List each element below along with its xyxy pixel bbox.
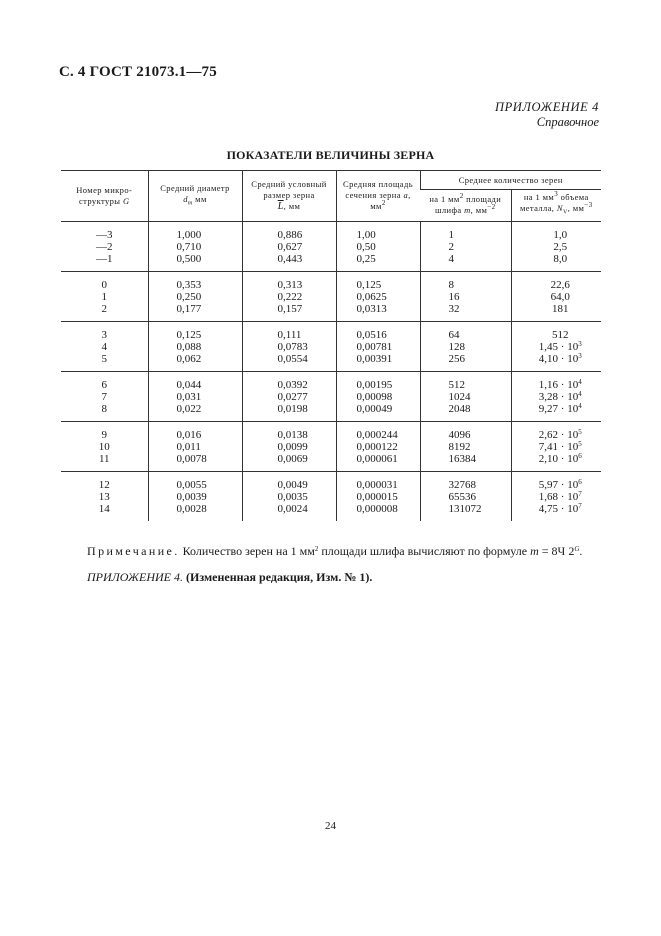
appendix-label: [495, 100, 599, 130]
cell-value: 0,0516: [356, 328, 387, 341]
header-per-mm3: на 1 $мм^3$ объема металла, $N_V$, $мм^{-3}$: [511, 190, 601, 222]
cell-value: 0,000061: [356, 452, 398, 465]
cell-value: 8,0: [553, 252, 568, 265]
cell-value: 0,0069: [277, 452, 308, 465]
page-number: 24: [325, 820, 336, 832]
cell-value: 0,250: [176, 290, 202, 303]
cell-value: 65536: [448, 490, 476, 503]
cell-value: 0,125: [176, 328, 202, 341]
cell-value: —3: [96, 228, 113, 241]
cell-conditional-size: [242, 471, 336, 521]
cell-structure-number: [61, 471, 148, 521]
cell-value: 2: [448, 240, 454, 253]
cell-value: $4,10 \cdot 10^3$: [538, 351, 582, 365]
cell-value: $9,27 \cdot 10^4$: [538, 401, 582, 415]
cell-value: 0,50: [356, 240, 376, 253]
cell-value: 0,0783: [277, 340, 308, 353]
cell-value: $1,16 \cdot 10^4$: [538, 377, 582, 391]
cell-value: 32: [448, 302, 460, 315]
cell-value: 0,00391: [356, 352, 393, 365]
cell-value: $1,45 \cdot 10^3$: [538, 339, 582, 353]
cell-value: 8: [101, 402, 107, 415]
appendix-title: ПРИЛОЖЕНИЕ 4: [494, 100, 599, 114]
header-mean-diameter: Средний диаметр $d_m$ мм: [148, 171, 242, 222]
cell-value: 0,000122: [356, 440, 398, 453]
cell-value: $3,28 \cdot 10^4$: [538, 389, 582, 403]
cell-value: 0,000008: [356, 502, 398, 515]
cell-count-per-mm2: [420, 371, 511, 421]
cell-value: 0,222: [277, 290, 303, 303]
cell-value: 8: [448, 278, 454, 291]
grain-size-table: [61, 170, 601, 521]
cell-value: 2,5: [553, 240, 568, 253]
cell-structure-number: [61, 421, 148, 471]
cell-value: 0,0313: [356, 302, 387, 315]
cell-value: 0,0078: [176, 452, 207, 465]
cell-value: 0,111: [277, 328, 302, 341]
cell-value: 0,000244: [356, 428, 398, 441]
cell-value: 0,044: [176, 378, 202, 391]
table-row: [61, 471, 601, 521]
cell-value: 128: [448, 340, 465, 353]
cell-value: 13: [98, 490, 110, 503]
cell-conditional-size: [242, 221, 336, 271]
cell-count-per-mm2: [420, 221, 511, 271]
cell-value: 22,6: [550, 278, 570, 291]
cell-value: 0,353: [176, 278, 202, 291]
cell-value: 2: [101, 302, 107, 315]
cell-value: 0,0625: [356, 290, 387, 303]
cell-value: 0,0024: [277, 502, 308, 515]
cell-conditional-size: [242, 271, 336, 321]
table-row: [61, 221, 601, 271]
cell-value: 512: [448, 378, 465, 391]
cell-value: 0,443: [277, 252, 303, 265]
cell-value: 0,062: [176, 352, 202, 365]
cell-value: 0,125: [356, 278, 382, 291]
cell-mean-area: [336, 471, 420, 521]
cell-value: 5: [101, 352, 107, 365]
header-mean-area: Средняя площадь сечения зерна a, $мм^2$: [336, 171, 420, 222]
cell-count-per-mm2: [420, 471, 511, 521]
table-title: ПОКАЗАТЕЛИ ВЕЛИЧИНЫ ЗЕРНА: [226, 148, 435, 162]
cell-mean-diameter: [148, 321, 242, 371]
cell-mean-diameter: [148, 421, 242, 471]
cell-value: —1: [96, 252, 113, 265]
cell-value: 0,710: [176, 240, 202, 253]
cell-value: 1: [448, 228, 454, 241]
cell-value: 12: [98, 478, 110, 491]
cell-value: 0,0039: [176, 490, 207, 503]
cell-value: 0,500: [176, 252, 202, 265]
cell-conditional-size: [242, 321, 336, 371]
cell-value: 16384: [448, 452, 476, 465]
cell-value: 0,0055: [176, 478, 207, 491]
cell-value: 0,177: [176, 302, 202, 315]
cell-value: 7: [101, 390, 107, 403]
cell-conditional-size: [242, 371, 336, 421]
table-row: [61, 321, 601, 371]
cell-mean-diameter: [148, 271, 242, 321]
cell-value: 0,0198: [277, 402, 308, 415]
cell-value: 1,0: [553, 228, 568, 241]
cell-count-per-mm3: [511, 271, 601, 321]
cell-value: 8192: [448, 440, 471, 453]
cell-value: 0,000015: [356, 490, 398, 503]
cell-value: 0,011: [176, 440, 201, 453]
cell-value: 1,00: [356, 228, 376, 241]
table-row: [61, 421, 601, 471]
cell-mean-diameter: [148, 221, 242, 271]
cell-value: 0,0554: [277, 352, 308, 365]
header-mean-grain-count: Среднее количество зерен: [420, 171, 601, 190]
cell-value: 0,0099: [277, 440, 308, 453]
cell-count-per-mm3: [511, 471, 601, 521]
cell-value: 131072: [448, 502, 482, 515]
cell-value: 181: [552, 302, 569, 315]
cell-value: 0,0138: [277, 428, 308, 441]
cell-value: 0,088: [176, 340, 202, 353]
cell-value: 11: [98, 452, 110, 465]
cell-structure-number: [61, 221, 148, 271]
cell-value: 9: [101, 428, 107, 441]
cell-count-per-mm3: [511, 221, 601, 271]
cell-mean-area: [336, 271, 420, 321]
cell-mean-diameter: [148, 371, 242, 421]
cell-mean-area: [336, 371, 420, 421]
cell-value: 3: [101, 328, 107, 341]
cell-value: 0,627: [277, 240, 303, 253]
cell-value: 1,000: [176, 228, 202, 241]
cell-value: 6: [101, 378, 107, 391]
cell-count-per-mm3: [511, 371, 601, 421]
cell-count-per-mm2: [420, 271, 511, 321]
cell-value: 0,0028: [176, 502, 207, 515]
cell-value: 4: [101, 340, 107, 353]
table-row: [61, 371, 601, 421]
cell-value: 1024: [448, 390, 471, 403]
cell-value: 4096: [448, 428, 471, 441]
cell-value: $5,97 \cdot 10^6$: [538, 477, 582, 491]
cell-value: 1: [101, 290, 107, 303]
cell-value: 0: [101, 278, 107, 291]
cell-value: 0,0049: [277, 478, 308, 491]
document-header: С. 4 ГОСТ 21073.1—75: [59, 64, 217, 80]
cell-value: $4,75 \cdot 10^7$: [538, 501, 582, 515]
cell-value: —2: [96, 240, 113, 253]
cell-mean-area: [336, 221, 420, 271]
cell-value: 0,0277: [277, 390, 308, 403]
cell-value: 64: [448, 328, 460, 341]
cell-value: 2048: [448, 402, 471, 415]
cell-value: 256: [448, 352, 465, 365]
cell-value: 0,00049: [356, 402, 393, 415]
cell-value: 0,016: [176, 428, 202, 441]
cell-value: 0,031: [176, 390, 202, 403]
cell-structure-number: [61, 271, 148, 321]
cell-structure-number: [61, 321, 148, 371]
cell-value: $7,41 \cdot 10^5$: [538, 439, 582, 453]
cell-value: 0,000031: [356, 478, 398, 491]
cell-value: 0,25: [356, 252, 376, 265]
cell-value: $1,68 \cdot 10^7$: [538, 489, 582, 503]
header-conditional-size: Средний условный размер зерна $\overline{L}$, мм: [242, 171, 336, 222]
cell-value: 4: [448, 252, 454, 265]
header-structure-number: Номер микро-структуры G: [61, 171, 148, 222]
cell-value: 32768: [448, 478, 476, 491]
cell-value: 64,0: [550, 290, 570, 303]
cell-value: 0,0392: [277, 378, 308, 391]
cell-value: 10: [98, 440, 110, 453]
cell-mean-area: [336, 321, 420, 371]
cell-structure-number: [61, 371, 148, 421]
cell-value: 512: [552, 328, 569, 341]
cell-mean-diameter: [148, 471, 242, 521]
cell-value: 14: [98, 502, 110, 515]
appendix-subtitle: Справочное: [536, 115, 599, 129]
cell-value: 0,00781: [356, 340, 393, 353]
cell-count-per-mm3: [511, 421, 601, 471]
cell-value: 0,0035: [277, 490, 308, 503]
cell-value: 16: [448, 290, 460, 303]
header-per-mm2: на 1 $мм^2$ площади шлифа m, $мм^{-2}$: [420, 190, 511, 222]
cell-count-per-mm2: [420, 321, 511, 371]
cell-value: 0,00195: [356, 378, 393, 391]
amendment-note: ПРИЛОЖЕНИЕ 4. (Измененная редакция, Изм. № 1).: [87, 570, 373, 584]
cell-value: 0,00098: [356, 390, 393, 403]
table-note: Примечание. Количество зерен на 1 $мм^2$ площади шлифа вычисляют по формуле m = 8Ч $2^G$.: [87, 544, 583, 558]
cell-value: $2,10 \cdot 10^6$: [538, 451, 582, 465]
table-row: [61, 271, 601, 321]
cell-value: 0,313: [277, 278, 303, 291]
cell-value: 0,157: [277, 302, 303, 315]
cell-value: 0,886: [277, 228, 303, 241]
cell-value: $2,62 \cdot 10^5$: [538, 427, 582, 441]
note-label: Примечание.: [87, 544, 180, 558]
cell-value: 0,022: [176, 402, 202, 415]
cell-conditional-size: [242, 421, 336, 471]
cell-mean-area: [336, 421, 420, 471]
cell-count-per-mm3: [511, 321, 601, 371]
cell-count-per-mm2: [420, 421, 511, 471]
